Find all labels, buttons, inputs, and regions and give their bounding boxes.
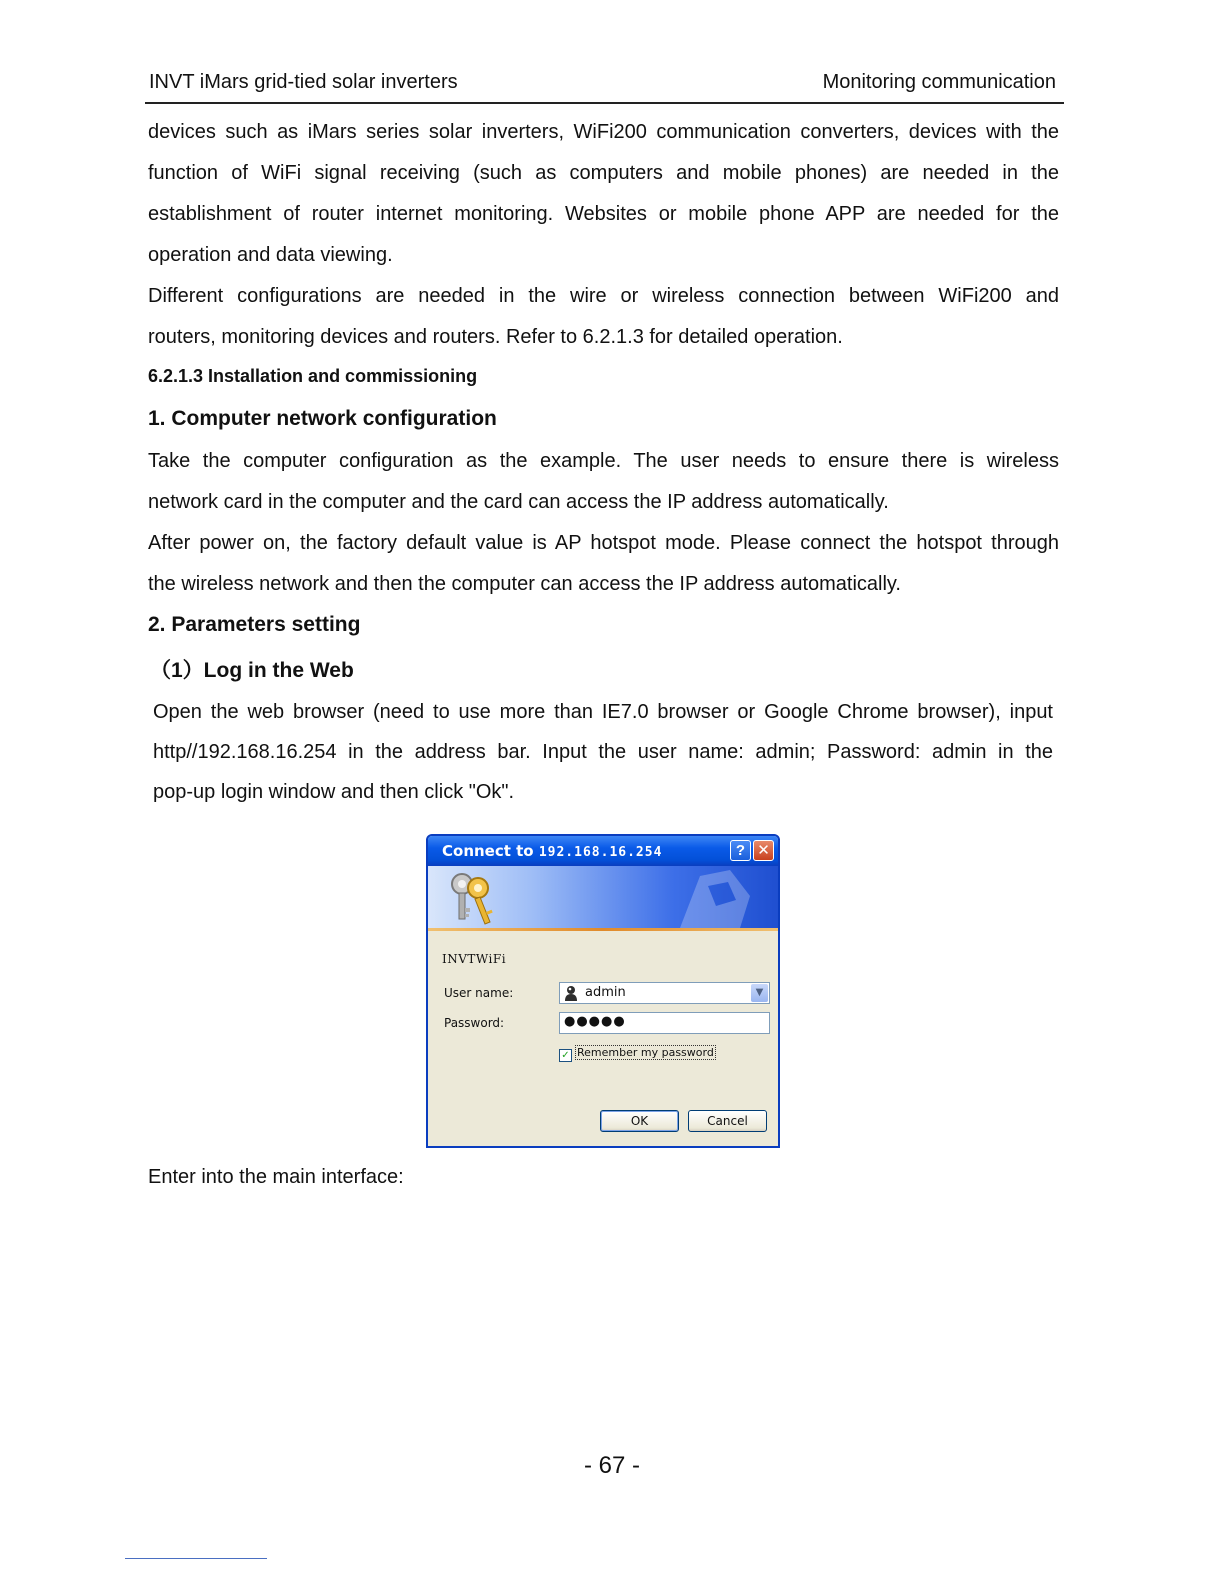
user-icon	[564, 985, 578, 1001]
header-title: INVT iMars grid-tied solar inverters	[149, 71, 458, 93]
text-line: establishment of router internet monitoring. Websites or mobile phone APP are needed for the	[148, 203, 1059, 225]
user-name-combobox[interactable]	[559, 982, 770, 1004]
paragraph-computer-config	[148, 441, 1059, 605]
text-line: Take the computer configuration as the example. The user needs to ensure there is wireless	[148, 450, 1059, 472]
page-number: - 67 -	[583, 1452, 640, 1479]
user-name-value: admin	[585, 985, 626, 1000]
header-section: Monitoring communication	[822, 71, 1056, 93]
text-line: pop-up login window and then click "Ok".	[153, 781, 515, 803]
heading-parameters: 2. Parameters setting	[148, 613, 361, 636]
dialog-title-prefix: Connect to	[442, 842, 539, 860]
banner-accent	[428, 928, 778, 931]
ok-button[interactable]: OK	[600, 1110, 679, 1132]
text-line: network card in the computer and the card can access the IP address automatically.	[148, 491, 889, 513]
dialog-title-ip: 192.168.16.254	[538, 845, 663, 860]
password-label: Password:	[444, 1016, 505, 1030]
text-line: the wireless network and then the computer can access the IP address automatically.	[148, 573, 901, 595]
paragraph-login-instructions	[153, 692, 1053, 812]
password-input[interactable]	[559, 1012, 770, 1034]
paragraph-intro	[148, 112, 1059, 358]
user-name-label: User name:	[444, 986, 514, 1000]
dialog-titlebar	[428, 836, 778, 866]
text-line: operation and data viewing.	[148, 244, 393, 266]
dropdown-arrow-icon[interactable]: ▼	[751, 984, 768, 1002]
text-line: Different configurations are needed in the wire or wireless connection between WiFi200 and	[148, 285, 1059, 307]
password-value: ●●●●●	[564, 1014, 626, 1029]
section-heading: 6.2.1.3 Installation and commissioning	[148, 366, 478, 386]
help-button[interactable]: ?	[730, 840, 751, 861]
heading-network-config: 1. Computer network configuration	[148, 407, 497, 430]
footer-rule	[125, 1558, 267, 1559]
text-line: After power on, the factory default value is AP hotspot mode. Please connect the hotspot through	[148, 532, 1059, 554]
realm-label: INVTWiFi	[442, 952, 507, 966]
text-line: devices such as iMars series solar inverters, WiFi200 communication converters, devices with the	[148, 121, 1059, 143]
text-line: function of WiFi signal receiving (such as computers and mobile phones) are needed in the	[148, 162, 1059, 184]
login-dialog	[426, 834, 780, 1148]
banner-decoration-icon	[670, 866, 760, 928]
dialog-title	[442, 842, 662, 860]
paragraph-main-interface: Enter into the main interface:	[148, 1166, 404, 1188]
text-line: routers, monitoring devices and routers. Refer to 6.2.1.3 for detailed operation.	[148, 326, 843, 348]
keys-icon	[446, 870, 498, 926]
page-header	[145, 68, 1064, 104]
remember-password[interactable]	[559, 1046, 716, 1062]
cancel-button[interactable]: Cancel	[688, 1110, 767, 1132]
heading-login: （1）Log in the Web	[150, 659, 354, 682]
text-line: http//192.168.16.254 in the address bar. Input the user name: admin; Password: admin in the	[153, 741, 1053, 763]
remember-checkbox[interactable]: ✓	[559, 1049, 572, 1062]
text-line: Open the web browser (need to use more than IE7.0 browser or Google Chrome browser), input	[153, 701, 1053, 723]
close-button[interactable]: ✕	[753, 840, 774, 861]
remember-label: Remember my password	[577, 1046, 714, 1059]
